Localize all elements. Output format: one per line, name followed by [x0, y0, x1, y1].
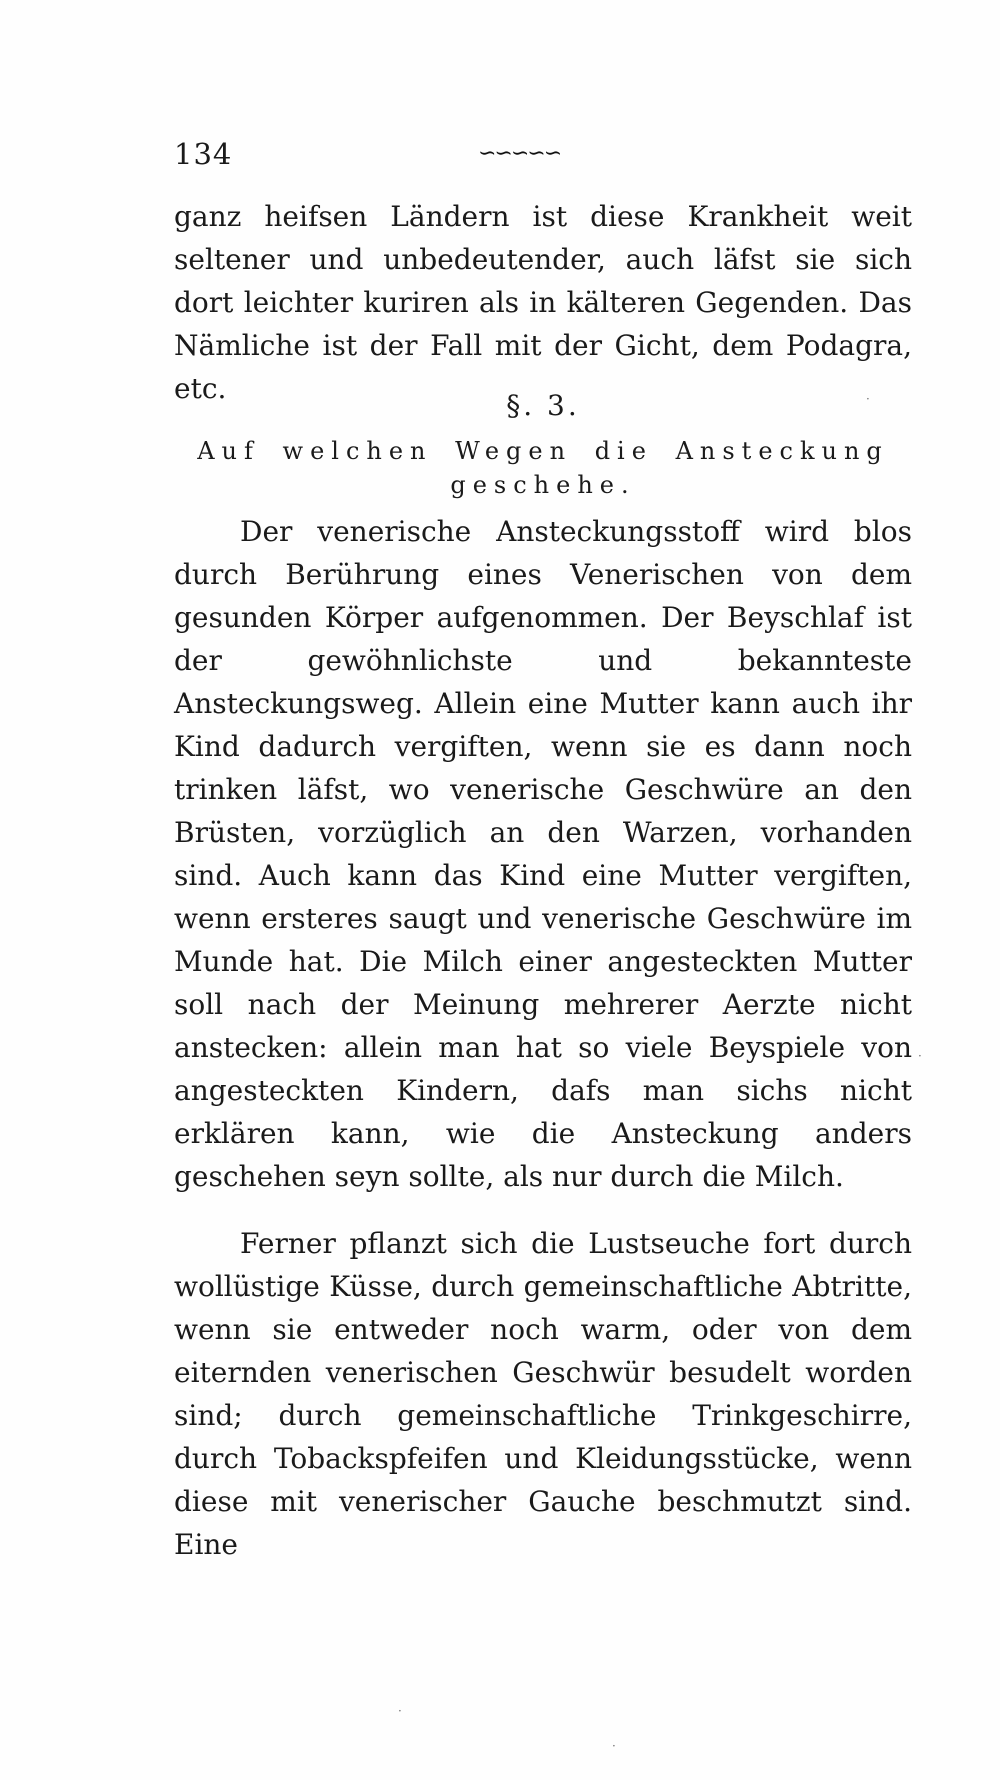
paragraph-text: Der venerische Ansteckungsstoff wird blos durch Berührung eines Venerischen von dem gesunden Körper aufgenommen. Der Beyschlaf ist der gewöhnlichste und bekannteste Ansteckungsweg. Allein eine Mutter kann auch ihr Kind dadurch vergiften, wenn sie es dann noch trinken läfst, wo venerische Geschwüre an den Brüsten, vorzüglich an den Warzen, vorhanden sind. Auch kann das Kind eine Mutter vergiften, wenn ersteres saugt und venerische Geschwüre im Munde hat. Die Milch einer angesteckten Mutter soll nach der Meinung mehrerer Aerzte nicht anstecken: allein man hat so viele Beyspiele von angesteckten Kindern, dafs man sichs nicht erklären kann, wie die Ansteckung anders geschehen seyn sollte, als nur durch die Milch.	[174, 515, 912, 1193]
paragraph-text: Ferner pflanzt sich die Lustseuche fort durch wollüstige Küsse, durch gemeinschaftliche Abtritte, wenn sie entweder noch warm, oder von dem eiternden venerischen Geschwür besudelt worden sind; durch gemeinschaftliche Trinkgeschirre, durch Tobackspfeifen und Kleidungsstücke, wenn diese mit venerischer Gauche beschmutzt sind. Eine	[174, 1227, 912, 1561]
section-heading: Auf welchen Wegen die Ansteckung geschehe.	[197, 437, 889, 499]
body-paragraph	[174, 510, 912, 1198]
section-number: §. 3.	[506, 389, 580, 422]
header-ornament: ∽∽∽∽∽	[478, 141, 561, 166]
paper-speck: ·	[866, 392, 870, 406]
paragraph-text: ganz heifsen Ländern ist diese Krankheit weit seltener und unbedeutender, auch läfst sie sich dort leichter kuriren als in kälteren Gegenden. Das Nämliche ist der Fall mit der Gicht, dem Podagra, etc.	[174, 200, 912, 405]
paper-speck: ·	[612, 1739, 616, 1753]
body-paragraph	[174, 1222, 912, 1566]
paper-speck: ·	[918, 1049, 922, 1063]
continued-paragraph	[174, 195, 912, 410]
paper-speck: ·	[398, 1704, 402, 1718]
page-number: 134	[174, 137, 233, 171]
page-header	[174, 134, 874, 174]
